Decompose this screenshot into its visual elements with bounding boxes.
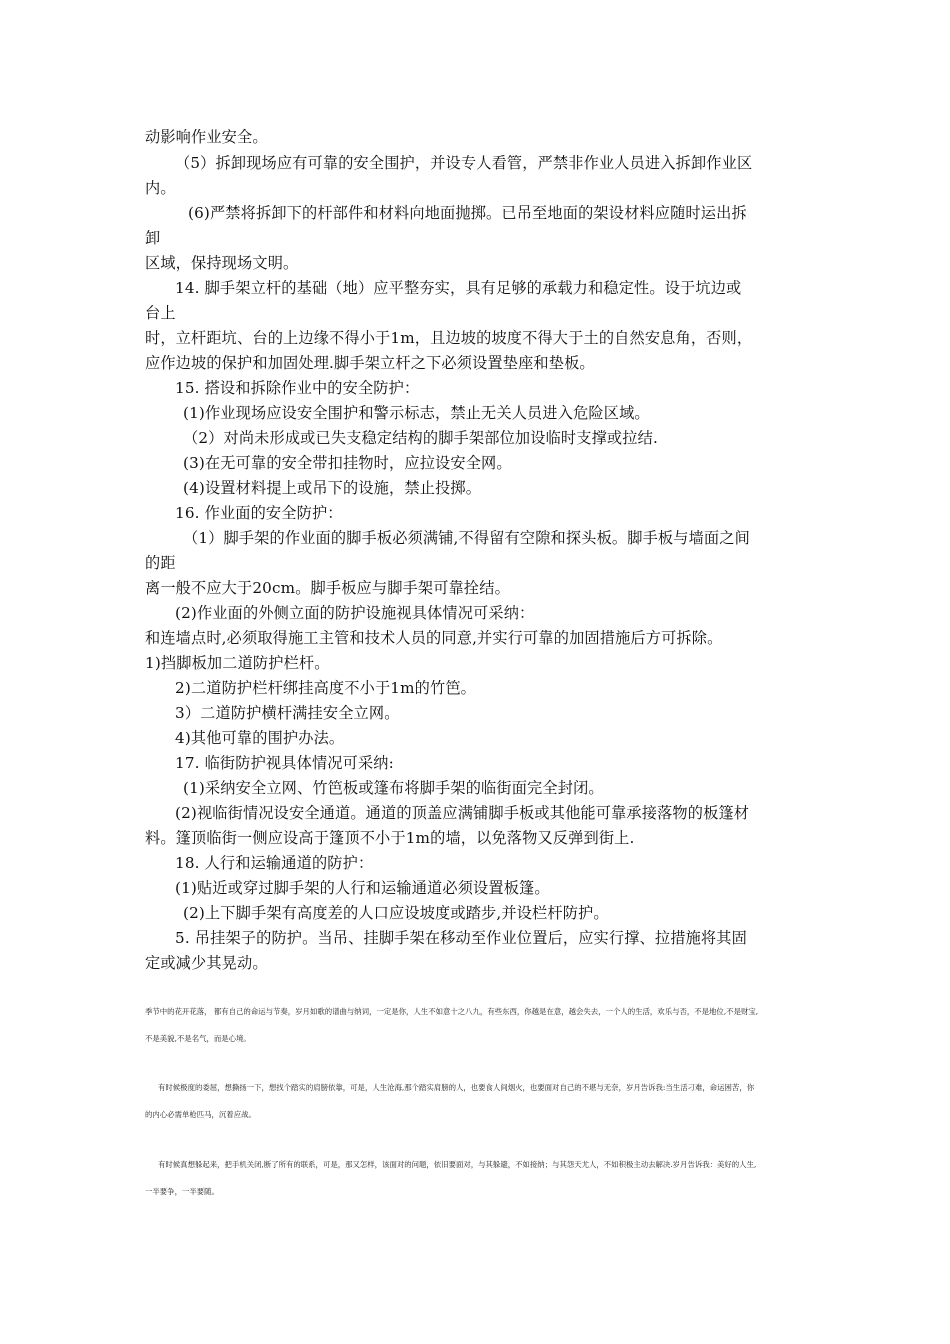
text-line: 17. 临街防护视具体情况可采纳: xyxy=(175,754,394,772)
text-line: (4)设置材料提上或吊下的设施，禁止投掷。 xyxy=(183,479,482,497)
text-line: 2)二道防护栏杆绑挂高度不小于1m的竹笆。 xyxy=(175,679,476,697)
text-line: (2)视临街情况设安全通道。通道的顶盖应满铺脚手板或其他能可靠承接落物的板篷材 xyxy=(175,804,750,822)
footer-text-line: 不是美貌,不是名气，而是心境。 xyxy=(145,1034,251,1043)
footer-text-line: 的内心必需单枪匹马，沉着应战。 xyxy=(145,1110,256,1119)
text-line: 和连墙点时,必须取得施工主管和技术人员的同意,并实行可靠的加固措施后方可拆除。 xyxy=(145,629,723,647)
text-line: (1)贴近或穿过脚手架的人行和运输通道必须设置板篷。 xyxy=(175,879,550,897)
text-line: 定或减少其晃动。 xyxy=(145,954,268,972)
text-line: 14. 脚手架立杆的基础（地）应平整夯实，具有足够的承载力和稳定性。设于坑边或 xyxy=(175,279,742,297)
text-line: (2)作业面的外侧立面的防护设施视具体情况可采纳： xyxy=(175,604,535,622)
text-line: (1)采纳安全立网、竹笆板或篷布将脚手架的临街面完全封闭。 xyxy=(183,779,604,797)
footer-text-line: 一半要争，一半要随。 xyxy=(145,1187,219,1196)
text-line: 1)挡脚板加二道防护栏杆。 xyxy=(145,654,330,672)
footer-text-line: 季节中的花开花落， 都有自己的命运与节奏，岁月如歌的谱曲与纳词，一定是你，人生不如意十之八九，有些东西，你越是在意，越会失去，一个人的生活，欢乐与否，不是地位,不是财宝, xyxy=(145,1007,759,1016)
text-line: (2)上下脚手架有高度差的人口应设坡度或踏步,并设栏杆防护。 xyxy=(183,904,609,922)
text-line: (3)在无可靠的安全带扣挂物时，应拉设安全网。 xyxy=(183,454,512,472)
text-line: 16. 作业面的安全防护： xyxy=(175,504,343,522)
text-line: 5. 吊挂架子的防护。当吊、挂脚手架在移动至作业位置后，应实行撑、拉措施将其固 xyxy=(175,929,747,947)
text-line: 区域，保持现场文明。 xyxy=(145,254,299,272)
text-line: 15. 搭设和拆除作业中的安全防护： xyxy=(175,379,420,397)
text-line: 卸 xyxy=(145,229,161,247)
text-line: 时，立杆距坑、台的上边缘不得小于1m，且边坡的坡度不得大于土的自然安息角，否则， xyxy=(145,329,753,347)
text-line: 料。篷顶临街一侧应设高于篷顶不小于1m的墙，以免落物又反弹到街上. xyxy=(145,829,635,847)
text-line: （5）拆卸现场应有可靠的安全围护，并设专人看管，严禁非作业人员进入拆卸作业区 xyxy=(175,154,753,172)
text-line: 18. 人行和运输通道的防护： xyxy=(175,854,374,872)
text-line: 离一般不应大于20cm。脚手板应与脚手架可靠拴结。 xyxy=(145,579,510,597)
footer-text-line: 有时候真想躲起来，把手机关闭,断了所有的联系，可是，那又怎样，该面对的问题，依旧要面对，与其躲避，不如接纳；与其怨天尤人，不如积极主动去解决.岁月告诉我：美好的人生, xyxy=(158,1160,757,1169)
text-line: (1)作业现场应设安全围护和警示标志，禁止无关人员进入危险区域。 xyxy=(183,404,650,422)
text-line: 台上 xyxy=(145,304,176,322)
text-line: (6)严禁将拆卸下的杆部件和材料向地面抛掷。已吊至地面的架设材料应随时运出拆 xyxy=(188,204,747,222)
text-line: （2）对尚未形成或已失支稳定结构的脚手架部位加设临时支撑或拉结. xyxy=(183,429,658,447)
footer-text-line: 有时候极度的委屈，想撕扬一下，想找个踏实的肩膀依靠，可是，人生沧海,那个踏实肩膀的人，也要食人间烟火，也要面对自己的不堪与无奈，岁月告诉我:当生活刁难，命运困苦，你 xyxy=(158,1083,755,1092)
text-line: 应作边坡的保护和加固处理.脚手架立杆之下必须设置垫座和垫板。 xyxy=(145,354,595,372)
text-line: 动影响作业安全。 xyxy=(145,128,268,146)
text-line: 4)其他可靠的围护办法。 xyxy=(175,729,345,747)
text-line: 内。 xyxy=(145,179,176,197)
text-line: （1）脚手架的作业面的脚手板必须满铺,不得留有空隙和探头板。脚手板与墙面之间 xyxy=(183,529,750,547)
text-line: 3）二道防护横杆满挂安全立网。 xyxy=(175,704,400,722)
text-line: 的距 xyxy=(145,554,176,572)
